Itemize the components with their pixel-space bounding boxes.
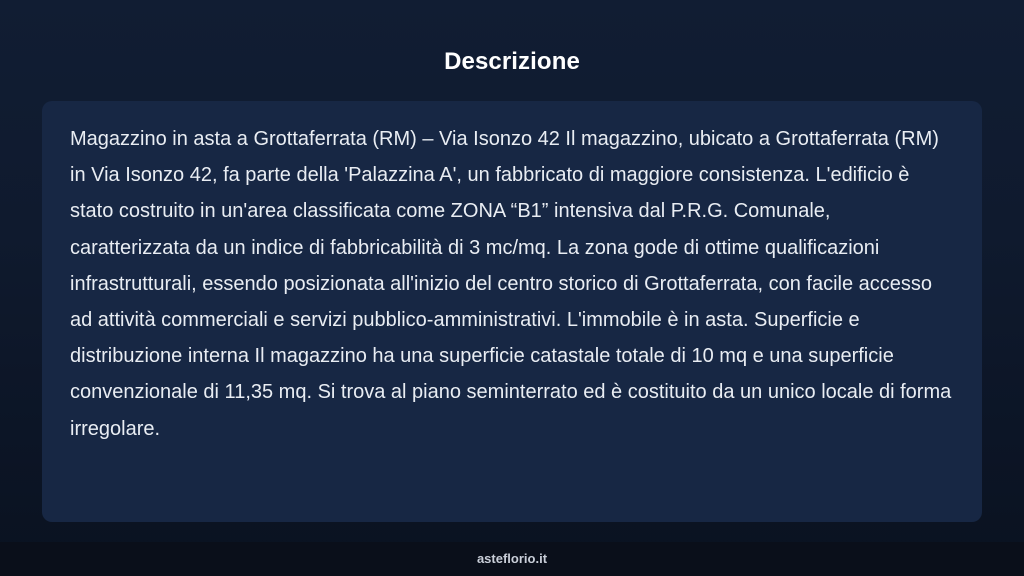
footer-brand: asteflorio.it [476, 551, 548, 566]
footer-bar [0, 542, 1024, 576]
page-title: Descrizione [444, 48, 580, 75]
description-card [42, 101, 982, 522]
description-text: Magazzino in asta a Grottaferrata (RM) – Via Isonzo 42 Il magazzino, ubicato a Grottaferrata (RM) in Via Isonzo 42, fa parte della 'Palazzina A', un fabbricato di maggiore consistenza. L'edificio è stato costruito in un'area classificata come ZONA “B1” intensiva dal P.R.G. Comunale, caratterizzata da un indice di fabbricabilità di 3 mc/mq. La zona gode di ottime qualificazioni infrastrutturali, essendo posizionata all'inizio del centro storico di Grottaferrata, con facile accesso ad attività commerciali e servizi pubblico-amministrativi. L'immobile è in asta. Superficie e distribuzione interna Il magazzino ha una superficie catastale totale di 10 mq e una superficie convenzionale di 11,35 mq. Si trova al piano seminterrato ed è costituito da un unico locale di forma irregolare. [70, 128, 952, 440]
